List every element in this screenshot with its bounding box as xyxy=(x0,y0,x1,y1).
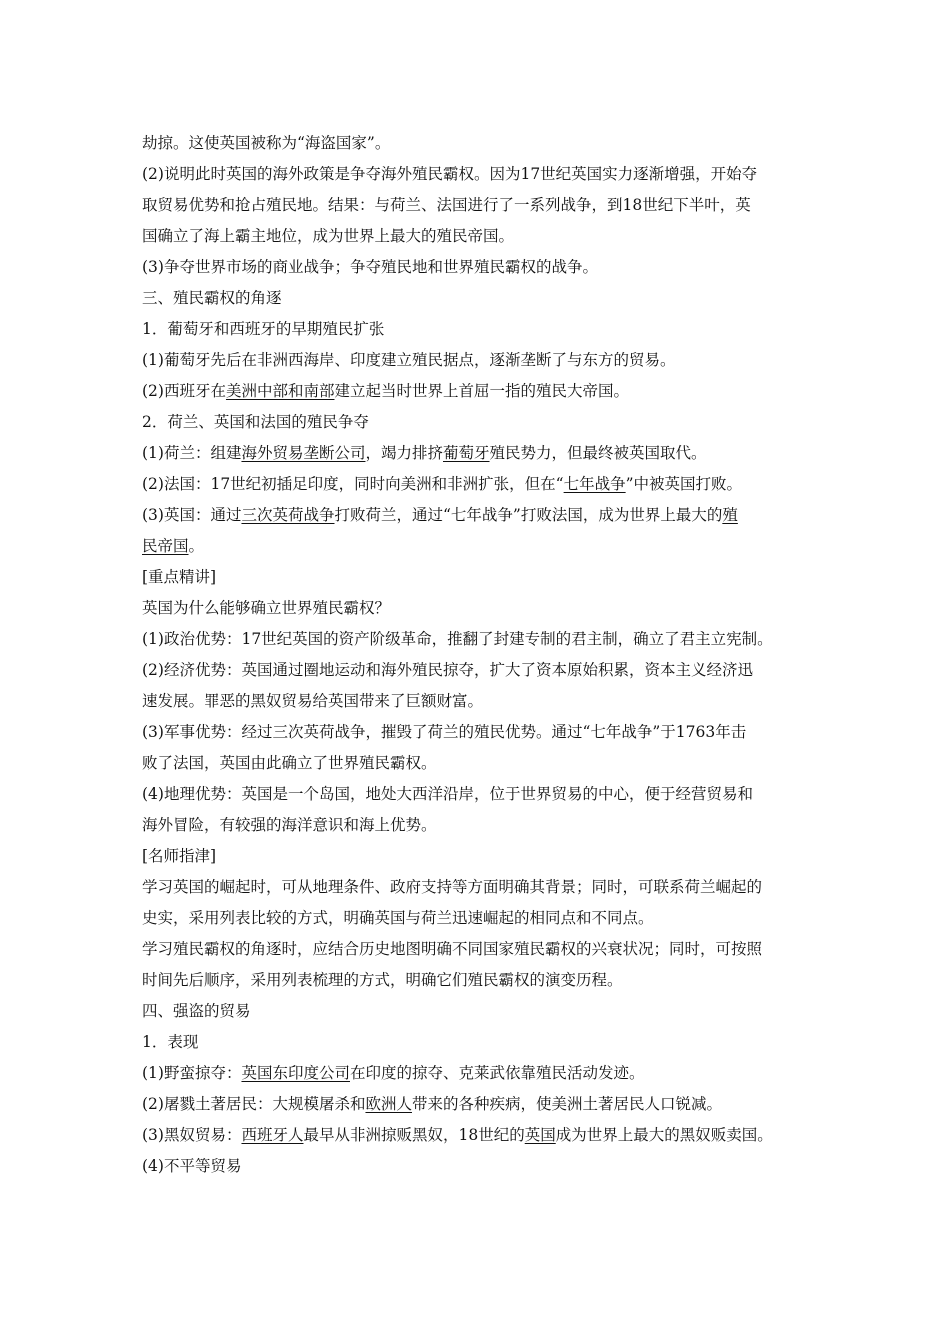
text-run: ”中被英国打败。 xyxy=(625,475,743,493)
text-run: 史实，采用列表比较的方式，明确英国与荷兰迅速崛起的相同点和不同点。 xyxy=(142,909,654,927)
text-line xyxy=(142,376,822,407)
underlined-answer: 英国 xyxy=(524,1126,556,1144)
text-run: 。 xyxy=(188,537,205,555)
text-run: (3)黑奴贸易： xyxy=(142,1126,242,1144)
text-run: 建立起当时世界上首屈一指的殖民大帝国。 xyxy=(334,382,629,400)
text-line xyxy=(142,1120,822,1151)
document-body xyxy=(142,128,822,1182)
text-run: (2)屠戮土著居民：大规模屠杀和 xyxy=(142,1095,366,1113)
text-line xyxy=(142,252,822,283)
text-line xyxy=(142,593,822,624)
text-run: 打败荷兰，通过“七年战争”打败法国，成为世界上最大的 xyxy=(334,506,723,524)
underlined-answer: 三次英荷战争 xyxy=(241,506,335,524)
text-line xyxy=(142,748,822,779)
underlined-answer: 葡萄牙 xyxy=(443,444,490,462)
text-line xyxy=(142,128,822,159)
text-run: 速发展。罪恶的黑奴贸易给英国带来了巨额财富。 xyxy=(142,692,484,710)
text-line xyxy=(142,965,822,996)
text-line xyxy=(142,469,822,500)
underlined-answer: 七年战争 xyxy=(563,475,626,493)
text-run: 在印度的掠夺、克莱武依靠殖民活动发迹。 xyxy=(349,1064,645,1082)
text-line xyxy=(142,345,822,376)
text-run: (1)荷兰：组建 xyxy=(142,444,242,462)
text-run: [重点精讲] xyxy=(142,568,217,586)
text-line xyxy=(142,934,822,965)
text-line xyxy=(142,841,822,872)
text-run: (2)经济优势：英国通过圈地运动和海外殖民掠夺，扩大了资本原始积累，资本主义经济迅 xyxy=(142,661,753,679)
text-line xyxy=(142,996,822,1027)
underlined-answer: 海外贸易垄断公司 xyxy=(241,444,366,462)
text-line xyxy=(142,531,822,562)
text-run: 败了法国，英国由此确立了世界殖民霸权。 xyxy=(142,754,437,772)
text-line xyxy=(142,438,822,469)
text-line xyxy=(142,779,822,810)
text-run: 取贸易优势和抢占殖民地。结果：与荷兰、法国进行了一系列战争，到18世纪下半叶，英 xyxy=(142,196,751,214)
text-line xyxy=(142,1027,822,1058)
text-run: (3)军事优势：经过三次英荷战争，摧毁了荷兰的殖民优势。通过“七年战争”于1763年击 xyxy=(142,723,747,741)
text-run: 时间先后顺序，采用列表梳理的方式，明确它们殖民霸权的演变历程。 xyxy=(142,971,623,989)
text-line xyxy=(142,655,822,686)
text-line xyxy=(142,500,822,531)
text-run: (3)英国：通过 xyxy=(142,506,242,524)
text-run: 学习殖民霸权的角逐时，应结合历史地图明确不同国家殖民霸权的兴衰状况；同时，可按照 xyxy=(142,940,763,958)
underlined-answer: 英国东印度公司 xyxy=(241,1064,350,1082)
text-line xyxy=(142,1151,822,1182)
text-run: 劫掠。这使英国被称为“海盗国家”。 xyxy=(142,134,391,152)
text-line xyxy=(142,562,822,593)
text-line xyxy=(142,314,822,345)
text-run: 最早从非洲掠贩黑奴，18世纪的 xyxy=(303,1126,525,1144)
text-run: (4)地理优势：英国是一个岛国，地处大西洋沿岸，位于世界贸易的中心，便于经营贸易和 xyxy=(142,785,753,803)
text-run: [名师指津] xyxy=(142,847,217,865)
text-line xyxy=(142,221,822,252)
text-line xyxy=(142,1089,822,1120)
text-line xyxy=(142,810,822,841)
text-run: 成为世界上最大的黑奴贩卖国。 xyxy=(555,1126,773,1144)
text-line xyxy=(142,190,822,221)
text-run: 学习英国的崛起时，可从地理条件、政府支持等方面明确其背景；同时，可联系荷兰崛起的 xyxy=(142,878,763,896)
text-run: 英国为什么能够确立世界殖民霸权？ xyxy=(142,599,391,617)
text-run: (1)葡萄牙先后在非洲西海岸、印度建立殖民据点，逐渐垄断了与东方的贸易。 xyxy=(142,351,676,369)
text-run: (2)西班牙在 xyxy=(142,382,226,400)
text-run: 四、强盗的贸易 xyxy=(142,1002,251,1020)
underlined-answer: 欧洲人 xyxy=(365,1095,412,1113)
text-line xyxy=(142,717,822,748)
text-line xyxy=(142,407,822,438)
text-run: (1)野蛮掠夺： xyxy=(142,1064,242,1082)
text-run: (4)不平等贸易 xyxy=(142,1157,242,1175)
text-run: 海外冒险，有较强的海洋意识和海上优势。 xyxy=(142,816,437,834)
underlined-answer: 西班牙人 xyxy=(241,1126,304,1144)
text-run: 国确立了海上霸主地位，成为世界上最大的殖民帝国。 xyxy=(142,227,515,245)
text-line xyxy=(142,624,822,655)
text-run: (3)争夺世界市场的商业战争；争夺殖民地和世界殖民霸权的战争。 xyxy=(142,258,598,276)
text-run: (2)法国：17世纪初插足印度，同时向美洲和非洲扩张，但在“ xyxy=(142,475,564,493)
text-run: 2．荷兰、英国和法国的殖民争夺 xyxy=(142,413,369,431)
underlined-answer: 民帝国 xyxy=(142,537,189,555)
text-line xyxy=(142,872,822,903)
text-line xyxy=(142,903,822,934)
text-line xyxy=(142,283,822,314)
text-run: 1．表现 xyxy=(142,1033,199,1051)
underlined-answer: 美洲中部和南部 xyxy=(225,382,335,400)
text-run: (1)政治优势：17世纪英国的资产阶级革命，推翻了封建专制的君主制，确立了君主立宪制。 xyxy=(142,630,773,648)
underlined-answer: 殖 xyxy=(722,506,738,524)
text-run: 殖民势力，但最终被英国取代。 xyxy=(489,444,707,462)
text-run: 三、殖民霸权的角逐 xyxy=(142,289,282,307)
text-line xyxy=(142,1058,822,1089)
text-run: ，竭力排挤 xyxy=(365,444,443,462)
text-run: 带来的各种疾病，使美洲土著居民人口锐减。 xyxy=(411,1095,722,1113)
text-line xyxy=(142,686,822,717)
text-run: (2)说明此时英国的海外政策是争夺海外殖民霸权。因为17世纪英国实力逐渐增强，开始夺 xyxy=(142,165,758,183)
text-run: 1．葡萄牙和西班牙的早期殖民扩张 xyxy=(142,320,385,338)
text-line xyxy=(142,159,822,190)
